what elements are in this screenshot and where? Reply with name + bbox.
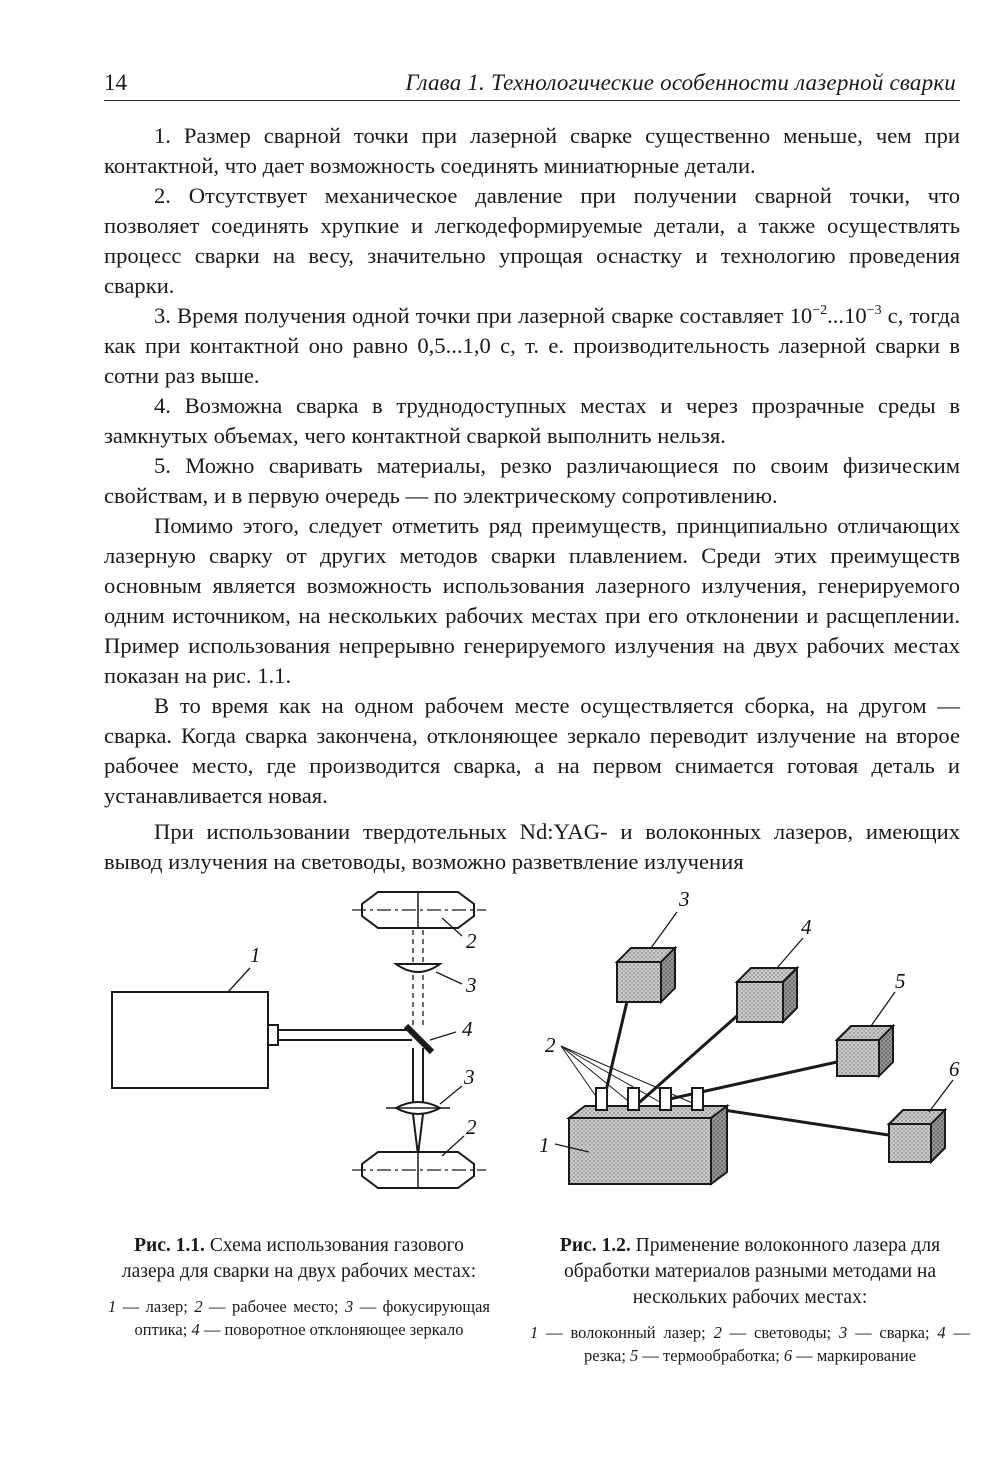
connector-2 (628, 1088, 639, 1110)
caption-2-title (530, 1233, 970, 1311)
page-header (104, 70, 960, 101)
leader-5 (871, 992, 895, 1026)
legend-1-value-3: — фокусирующая оптика; (134, 1297, 490, 1339)
legend-1-value-4: — поворотное отклоняющее зеркало (199, 1320, 464, 1339)
leader-6 (929, 1080, 953, 1112)
caption-2-legend (530, 1321, 970, 1367)
figure-1-1 (100, 880, 510, 1200)
legend-2-key-4: 4 (937, 1323, 946, 1342)
legend-2-value-1: — волоконный лазер; (538, 1323, 714, 1342)
legend-1-value-2: — рабочее место; (202, 1297, 345, 1316)
leader-3-bottom (440, 1086, 462, 1104)
laser-nozzle (268, 1025, 278, 1045)
fig1-label-3-bottom: 3 (464, 1065, 475, 1089)
paragraph-7: В то время как на одном рабочем месте осуществляется сборка, на другом — сварка. Когда сварка закончена, отклоняющее зеркало переводит излучение на второе рабочее место, где производится сварка, а на первом снимается готовая деталь и устанавливается новая. (104, 693, 960, 808)
station-3-welding (617, 948, 675, 1002)
legend-1-value-1: — лазер; (116, 1297, 195, 1316)
p3-exponent-2: −3 (866, 303, 882, 318)
leader-1 (228, 968, 250, 992)
leader-3-top (436, 972, 462, 984)
station-4-cutting (737, 968, 797, 1022)
legend-2-value-4: — резка; (583, 1323, 971, 1365)
caption-2-text: Применение волоконного лазера для обработки материалов разными методами на нескольких рабочих местах: (564, 1235, 941, 1308)
running-title: Глава 1. Технологические особенности лазерной сварки (405, 70, 956, 95)
legend-2-key-2: 2 (713, 1323, 722, 1342)
fig2-label-6: 6 (949, 1057, 960, 1081)
fig2-label-2: 2 (545, 1033, 556, 1057)
laser-box (112, 992, 268, 1088)
p3-part-a: 3. Время получения одной точки при лазерной сварке составляет 10 (154, 303, 813, 328)
legend-1-key-4: 4 (191, 1320, 200, 1339)
legend-1-key-2: 2 (194, 1297, 203, 1316)
beam-converge-right (418, 1114, 423, 1155)
legend-1-key-1: 1 (108, 1297, 117, 1316)
legend-2-value-6: — маркирование (792, 1346, 917, 1365)
paragraph-2: 2. Отсутствует механическое давление при получении сварной точки, что позволяет соединять хрупкие и легкодеформируемые детали, а также осуществлять процесс сварки на весу, значительно упрощая оснастку и технологию проведения сварки. (104, 183, 960, 298)
legend-2-value-5: — термообработка; (638, 1346, 784, 1365)
legend-2-key-3: 3 (838, 1323, 848, 1342)
caption-1-label: Рис. 1.1. (134, 1235, 205, 1256)
figure-1-1-caption (108, 1233, 490, 1341)
figure-1-2-diagram (525, 880, 975, 1200)
paragraph-1: 1. Размер сварной точки при лазерной сварке существенно меньше, чем при контактной, что дает возможность соединять миниатюрные детали. (104, 123, 960, 178)
caption-1-legend (108, 1295, 490, 1341)
connector-4 (692, 1088, 703, 1110)
fig1-label-4: 4 (462, 1017, 473, 1041)
caption-1-text: Схема использования газового лазера для сварки на двух рабочих местах: (121, 1235, 477, 1282)
connector-1 (596, 1088, 607, 1110)
body-text (104, 121, 960, 877)
paragraph-5: 5. Можно сваривать материалы, резко различающиеся по своим физическим свойствам, и в первую очередь — по электрическому сопротивлению. (104, 453, 960, 508)
fig1-label-2-top: 2 (466, 929, 477, 953)
caption-1-title (108, 1233, 490, 1285)
p3-part-b: ...10 (827, 303, 867, 328)
leader-4 (777, 938, 803, 968)
laser-box-side (711, 1106, 727, 1184)
legend-2-value-2: — световоды; (721, 1323, 839, 1342)
leader-4 (430, 1032, 456, 1040)
beam-converge-left (413, 1114, 418, 1155)
legend-2-key-5: 5 (630, 1346, 639, 1365)
paragraph-6: Помимо этого, следует отметить ряд преимуществ, принципиально отличающих лазерную сварку от других методов сварки плавлением. Среди этих преимуществ основным является возможность использования лазерного излучения, генерируемого одним источником, на нескольких рабочих местах при его отклонении и расщеплении. Пример использования непрерывно генерируемого излучения на двух рабочих местах показан на рис. 1.1. (104, 513, 960, 688)
legend-2-key-1: 1 (530, 1323, 539, 1342)
figure-1-2 (525, 880, 975, 1200)
legend-2-value-3: — сварка; (847, 1323, 938, 1342)
paragraph-4: 4. Возможна сварка в труднодоступных местах и через прозрачные среды в замкнутых объемах, чего контактной сваркой выполнить нельзя. (104, 393, 960, 448)
paragraph-3 (104, 301, 960, 391)
fig2-label-5: 5 (895, 969, 906, 993)
fig2-label-1: 1 (539, 1133, 550, 1157)
connector-3 (660, 1088, 671, 1110)
caption-2-label: Рис. 1.2. (559, 1235, 631, 1256)
leader-3 (651, 912, 677, 948)
fig2-label-4: 4 (801, 915, 812, 939)
legend-1-key-3: 3 (344, 1297, 354, 1316)
p3-part-c: с, тогда как при контактной оно равно 0,5...1,0 с, т. е. производительность лазерной сварки в сотни раз выше. (104, 303, 960, 388)
p3-exponent-1: −2 (812, 303, 828, 318)
laser-box-front (569, 1118, 711, 1184)
legend-2-key-6: 6 (783, 1346, 793, 1365)
page-number: 14 (104, 70, 127, 95)
figure-1-1-diagram (100, 880, 510, 1200)
fig1-label-3-top: 3 (466, 973, 477, 997)
fig1-label-1: 1 (250, 943, 261, 967)
fig1-label-2-bottom: 2 (466, 1115, 477, 1139)
figure-1-2-caption (530, 1233, 970, 1367)
station-5-heat-treatment (837, 1026, 893, 1076)
paragraph-8: При использовании твердотельных Nd:YAG- и волоконных лазеров, имеющих вывод излучения на световоды, возможно разветвление излучения (104, 819, 960, 874)
station-6-marking (889, 1110, 945, 1162)
fig2-label-3: 3 (679, 887, 690, 911)
focusing-lens-top (396, 964, 440, 972)
